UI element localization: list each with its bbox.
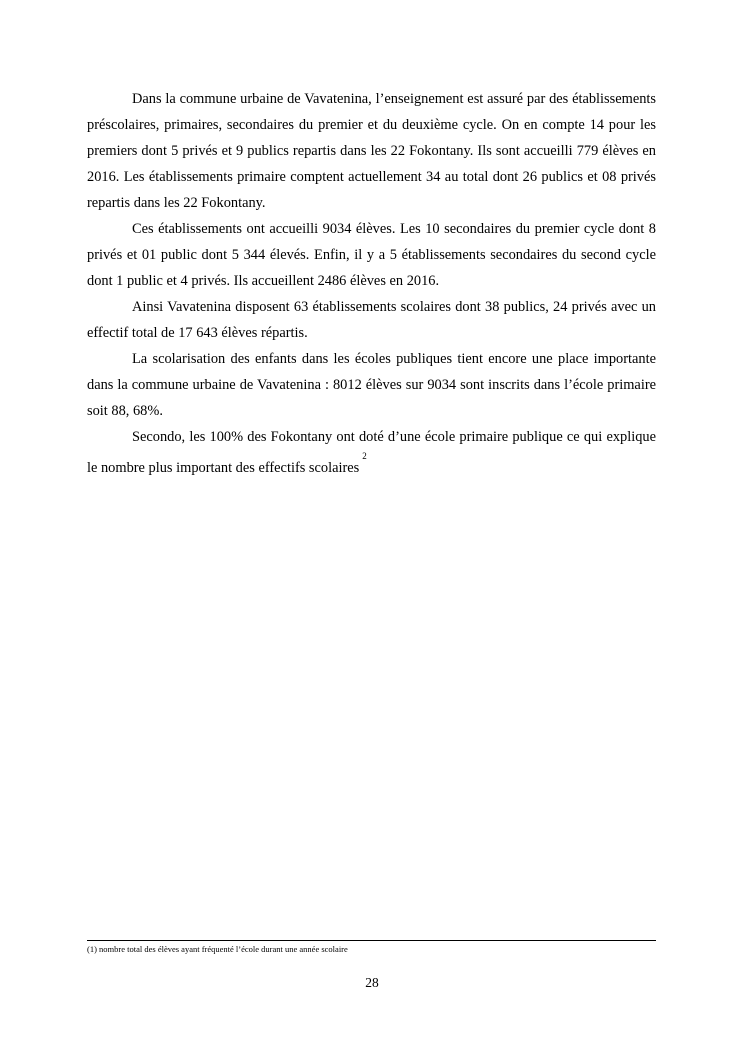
footnote-text: (1) nombre total des élèves ayant fréquenté l’école durant une année scolaire (87, 944, 348, 954)
paragraph-text: Ces établissements ont accueilli 9034 élèves. Les 10 secondaires du premier cycle dont 8 privés et 01 public dont 5 344 élevés. Enfin, il y a 5 établissements secondaires du second cycle dont 1 public et 4 privés. Ils accueillent 2486 élèves en 2016. (87, 221, 656, 289)
paragraph-text: Ainsi Vavatenina disposent 63 établissements scolaires dont 38 publics, 24 privés avec un effectif total de 17 643 élèves répartis. (87, 299, 656, 341)
paragraph-text: La scolarisation des enfants dans les écoles publiques tient encore une place importante dans la commune urbaine de Vavatenina : 8012 élèves sur 9034 sont inscrits dans l’école primaire soit 88, 68%. (87, 351, 656, 419)
paragraph-secondo (87, 424, 656, 481)
paragraph-enseignement (87, 86, 656, 216)
page-number: 28 (365, 975, 379, 990)
footnote-divider (87, 940, 656, 941)
paragraph-text: Dans la commune urbaine de Vavatenina, l’enseignement est assuré par des établissements préscolaires, primaires, secondaires du premier et du deuxième cycle. On en compte 14 pour les premiers dont 5 privés et 9 publics repartis dans les 22 Fokontany. Ils sont accueilli 779 élèves en 2016. Les établissements primaire comptent actuellement 34 au total dont 26 publics et 08 privés repartis dans les 22 Fokontany. (87, 91, 656, 211)
paragraph-etablissements (87, 216, 656, 294)
paragraph-ainsi (87, 294, 656, 346)
paragraph-text: Secondo, les 100% des Fokontany ont doté d’une école primaire publique ce qui explique le nombre plus important des effectifs scolaires (87, 429, 656, 476)
body-text (87, 86, 656, 481)
paragraph-scolarisation (87, 346, 656, 424)
footnote-reference: 2 (362, 451, 367, 461)
